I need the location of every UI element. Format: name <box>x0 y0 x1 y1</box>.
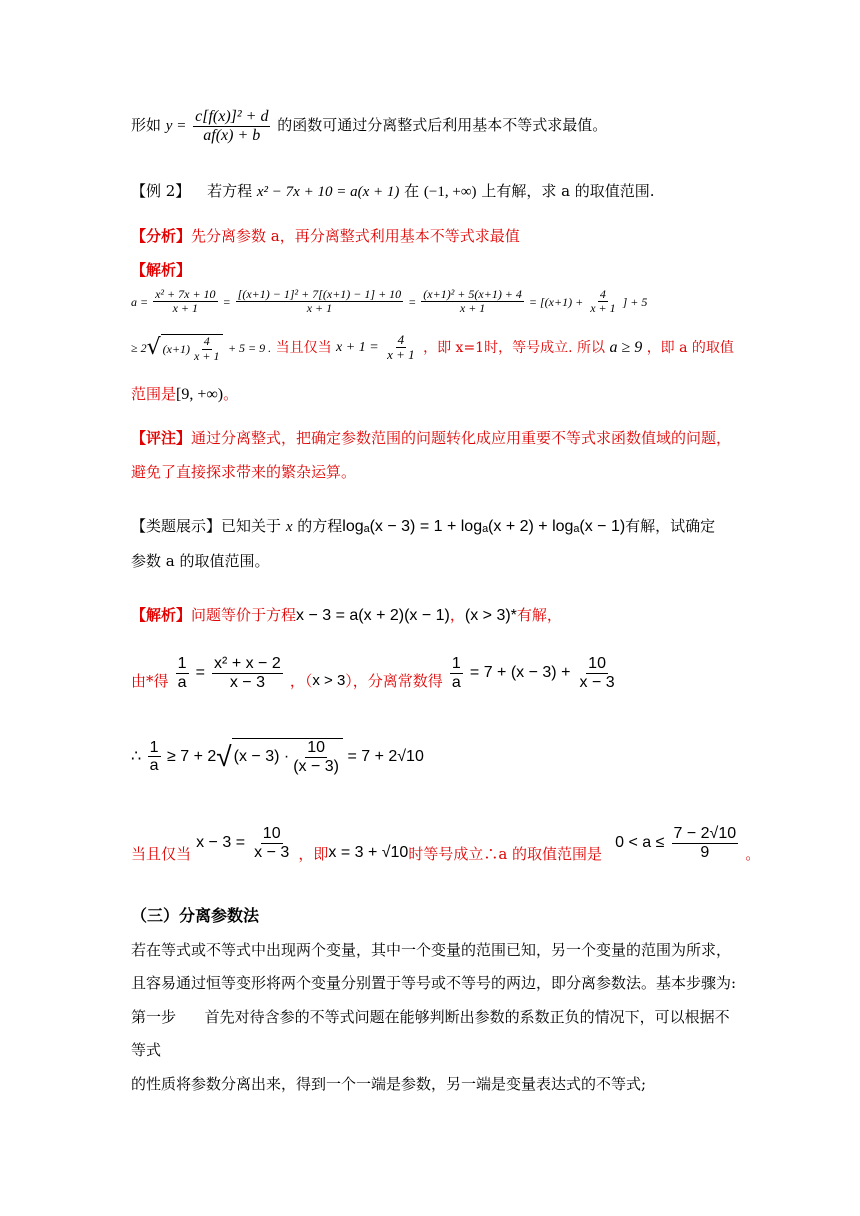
form-prefix: 形如 <box>131 116 162 135</box>
therefore-icon: ∴ <box>131 747 142 765</box>
sol-frac-4 <box>588 288 617 315</box>
similar-line1 <box>131 516 715 537</box>
step1-frac-1-den: a <box>177 673 187 691</box>
step3-text-c: 时等号成立∴a 的取值范围是 <box>408 845 603 863</box>
sim-step3 <box>131 822 760 864</box>
section3-p2: 且容易通过恒等变形将两个变量分别置于等号或不等号的两边，即分离参数法。基本步骤为: <box>131 974 737 992</box>
sol3-red-a: 范围是 <box>131 385 177 403</box>
step1-frac-2-num: x² + x − 2 <box>214 655 281 672</box>
solution-line3 <box>131 384 238 405</box>
similar-label: 【类题展示】 <box>131 517 222 535</box>
sol-frac-1-num: x² + 7x + 10 <box>155 287 216 301</box>
step2-frac-1 <box>148 739 161 775</box>
sol-eq-2: = <box>408 294 417 309</box>
sim-solution-equation: x − 3 = a(x + 2)(x − 1) <box>296 607 450 624</box>
cond-frac-den: x + 1 <box>387 347 415 363</box>
form-paragraph <box>131 108 607 144</box>
sol2-red-b: ，即 x=1时，等号成立. 所以 <box>423 339 605 356</box>
step1-text-a: 由*得 <box>131 672 169 691</box>
step2-geq: ≥ 7 + 2 <box>167 747 217 765</box>
sol-frac-1 <box>153 288 217 315</box>
example2-text-c: 上有解，求 a 的取值范围. <box>481 182 655 200</box>
analysis-line <box>131 226 520 246</box>
step3-range-den: 9 <box>700 843 710 861</box>
solution-line1 <box>131 288 647 315</box>
step2-frac-1-den: a <box>149 757 159 775</box>
sim-solution-text-a: 问题等价于方程 <box>191 606 297 624</box>
sol-eq-1: = <box>222 294 231 309</box>
sol3-range: [9, +∞) <box>176 386 224 403</box>
sol-frac-4-num: 4 <box>599 287 606 301</box>
comment-line1 <box>131 428 731 448</box>
cond-lhs: x + 1 = <box>336 339 379 355</box>
example2-text-a: 若方程 <box>207 182 253 200</box>
a-equals: a = <box>131 294 149 309</box>
example2-label: 【例 2】 <box>131 182 191 200</box>
comment-text-1: 通过分离整式，把确定参数范围的问题转化成应用重要不等式求函数值域的问题， <box>191 429 732 447</box>
sqrt-frac-den: x + 1 <box>194 348 220 363</box>
sol3-red-b: 。 <box>223 385 239 403</box>
solution-label: 【解析】 <box>131 261 192 279</box>
example2-equation: x² − 7x + 10 = a(x + 1) <box>256 184 400 200</box>
step3-x-val: x = 3 + √10 <box>328 844 409 861</box>
step1-eq: = <box>195 664 205 682</box>
step1-text-c: ），分离常数得 <box>345 672 443 691</box>
step3-lhs: x − 3 = <box>196 834 246 851</box>
section3-p4: 等式 <box>131 1041 162 1059</box>
sol-frac-2-num: [(x+1) − 1]² + 7[(x+1) − 1] + 10 <box>237 287 402 301</box>
step3-frac-num: 10 <box>262 824 281 842</box>
sol2-tail: + 5 = 9 . <box>227 340 272 355</box>
step3-text-d: 。 <box>745 845 761 863</box>
form-denominator: af(x) + b <box>203 126 261 144</box>
step3-text-b: ，即 <box>298 845 329 863</box>
cond-frac <box>385 333 417 363</box>
step3-range-num: 7 − 2√10 <box>673 824 737 842</box>
sim-step2 <box>131 738 424 775</box>
step2-sqrt-body <box>232 738 343 775</box>
sim-solution-comma: ， <box>449 606 465 624</box>
sqrt-frac <box>192 335 221 362</box>
sim-solution-line <box>131 605 562 626</box>
sol2-red-a: 当且仅当 <box>275 339 332 356</box>
sol-frac-2-den: x + 1 <box>306 301 333 316</box>
step1-frac-4 <box>578 655 617 691</box>
step2-sqrt-frac <box>291 739 341 775</box>
sqrt-body <box>161 334 224 362</box>
step1-text-b: ，（ <box>289 672 313 691</box>
sol-frac-1-den: x + 1 <box>172 301 199 316</box>
similar-text-b: 的方程 <box>297 517 343 535</box>
step2-tail: = 7 + 2√10 <box>347 747 424 765</box>
y-equals: y = <box>165 118 187 135</box>
step3-range-frac <box>672 825 739 861</box>
example2-interval: (−1, +∞) <box>423 184 477 200</box>
step2-sqrt-a: (x − 3) · <box>233 748 290 766</box>
sol-frac-3-den: x + 1 <box>459 301 486 316</box>
step3-range-lhs: 0 < a ≤ <box>615 834 665 851</box>
sim-solution-text-b: 有解， <box>516 606 562 624</box>
sol-frac-2 <box>236 288 404 315</box>
sol2-red-c: ，即 a 的取值 <box>646 339 734 356</box>
cond-frac-num: 4 <box>397 332 405 347</box>
sim-solution-label: 【解析】 <box>131 606 192 624</box>
sqrt-frac-num: 4 <box>203 334 210 349</box>
solution-line2 <box>131 333 734 363</box>
step1-frac-2-den: x − 3 <box>229 673 265 691</box>
analysis-text: 先分离参数 a，再分离整式利用基本不等式求最值 <box>191 227 520 245</box>
step1-eq2: = 7 + (x − 3) + <box>469 664 571 682</box>
section3-p5: 的性质将参数分离出来，得到一个一端是参数，另一端是变量表达式的不等式; <box>131 1075 647 1093</box>
example2-text-b: 在 <box>404 182 420 200</box>
step1-frac-2 <box>212 655 283 691</box>
sqrt-sign-icon: √ <box>146 334 161 360</box>
sol-frac-3-num: (x+1)² + 5(x+1) + 4 <box>423 287 522 301</box>
sol-frac-4-den: x + 1 <box>590 301 616 316</box>
geq-two: ≥ 2 <box>131 340 147 355</box>
sol-eq-3: = [(x+1) + <box>528 294 584 309</box>
section3-p1: 若在等式或不等式中出现两个变量，其中一个变量的范围已知，另一个变量的范围为所求， <box>131 941 732 959</box>
step2-sqrt-frac-num: 10 <box>307 739 325 756</box>
step1-frac-3 <box>450 655 463 691</box>
sim-step1 <box>131 655 619 691</box>
step1-frac-3-den: a <box>451 673 461 691</box>
step1-frac-3-num: 1 <box>451 655 461 672</box>
similar-text-c: 有解，试确定 <box>625 517 716 535</box>
similar-text-a: 已知关于 <box>221 517 282 535</box>
comment-line2: 避免了直接探求带来的繁杂运算。 <box>131 463 357 481</box>
step1-frac-4-den: x − 3 <box>579 673 615 691</box>
form-fraction <box>193 108 270 144</box>
step1-frac-1-num: 1 <box>177 655 187 672</box>
similar-var: x <box>285 519 293 535</box>
step2-frac-1-num: 1 <box>149 738 159 756</box>
sqrt-part-a: (x+1) <box>162 342 191 357</box>
form-numerator: c[f(x)]² + d <box>195 108 269 125</box>
step1-cond: x > 3 <box>312 672 346 690</box>
sol-tail-1: ] + 5 <box>622 294 648 309</box>
step3-frac <box>252 825 291 861</box>
step1-frac-1 <box>176 655 189 691</box>
section3-heading: （三）分离参数法 <box>131 906 260 925</box>
sol-frac-3 <box>421 288 524 315</box>
form-suffix: 的函数可通过分离整式后利用基本不等式求最值。 <box>277 116 608 135</box>
comment-label: 【评注】 <box>131 429 192 447</box>
step3-text-a: 当且仅当 <box>131 845 192 863</box>
step2-sqrt-sign-icon: √ <box>216 740 232 772</box>
similar-equation: logₐ(x − 3) = 1 + logₐ(x + 2) + logₐ(x − 1) <box>342 518 626 535</box>
analysis-label: 【分析】 <box>131 227 192 245</box>
similar-line2: 参数 a 的取值范围。 <box>131 552 270 570</box>
sol2-result: a ≥ 9 <box>609 338 643 356</box>
step1-frac-4-num: 10 <box>588 655 606 672</box>
step3-frac-den: x − 3 <box>254 843 290 861</box>
example2-line <box>131 181 655 202</box>
step2-sqrt-frac-den: (x − 3) <box>293 757 339 775</box>
section3-p3: 第一步 首先对待含参的不等式问题在能够判断出参数的系数正负的情况下，可以根据不 <box>131 1008 730 1026</box>
sim-solution-cond: (x > 3)* <box>464 607 517 624</box>
